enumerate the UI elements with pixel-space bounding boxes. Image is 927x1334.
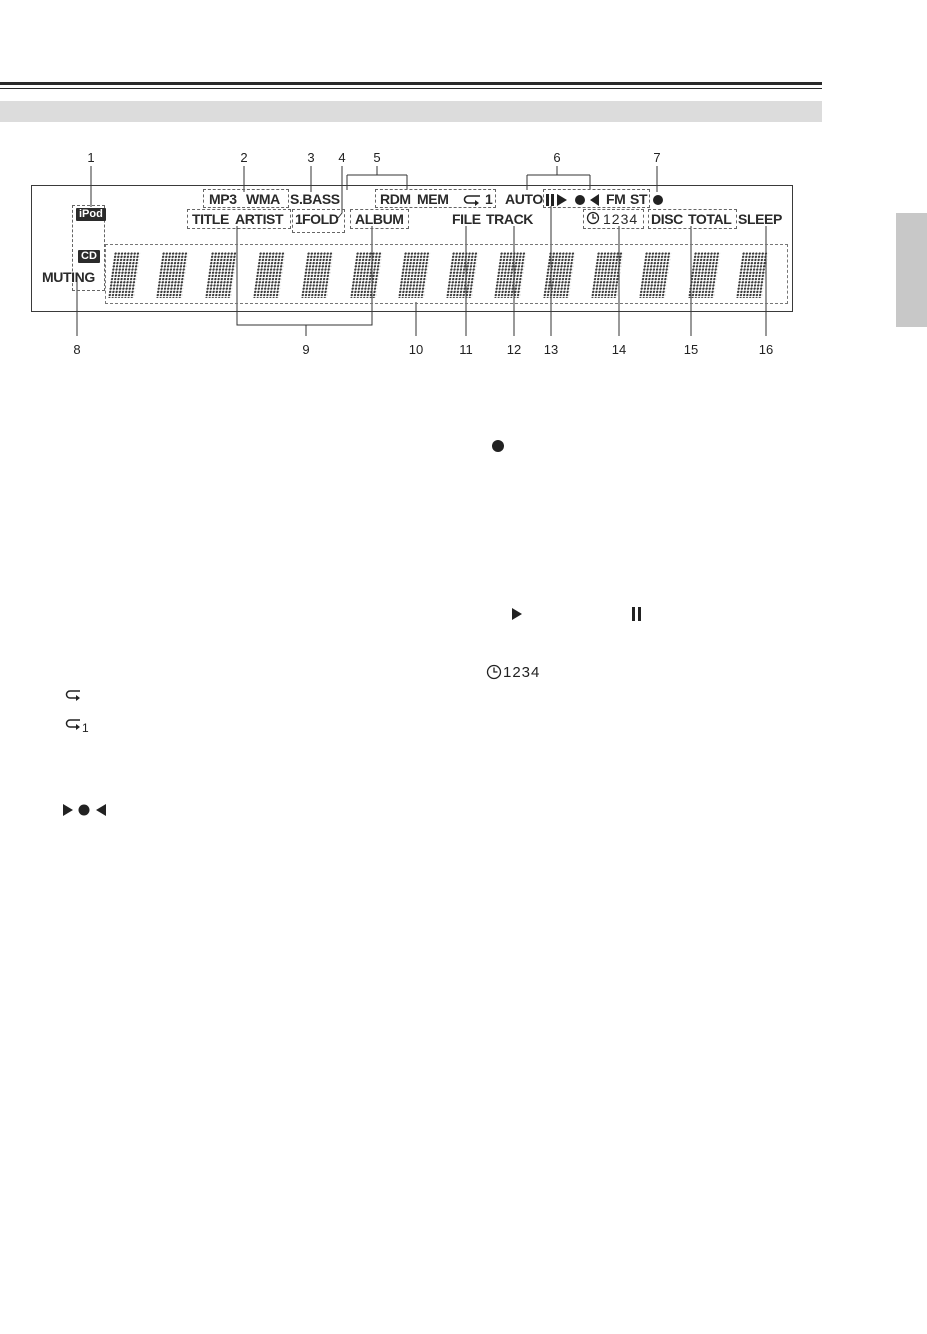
callout-10: 10 <box>408 342 424 357</box>
album-indicator: ALBUM <box>355 211 404 227</box>
repeat-one-legend-number: 1 <box>82 721 89 735</box>
repeat-one-legend-icon <box>65 718 83 730</box>
status-dot-indicator <box>653 195 663 205</box>
repeat-one-icon <box>463 193 485 207</box>
pause-play-icon <box>545 193 569 207</box>
random-indicator: RDM <box>380 191 411 207</box>
title-indicator: TITLE <box>192 211 229 227</box>
ipod-indicator: iPod <box>76 208 106 221</box>
folder-indicator: FOLD <box>302 211 339 227</box>
record-dot-indicator <box>575 195 585 205</box>
mp3-indicator: MP3 <box>209 191 237 207</box>
back-triangle-indicator <box>589 193 601 207</box>
callout-12: 12 <box>506 342 522 357</box>
memory-indicator: MEM <box>417 191 449 207</box>
artist-indicator: ARTIST <box>235 211 284 227</box>
muting-indicator: MUTING <box>42 269 95 285</box>
callout-5: 5 <box>373 150 381 165</box>
timer-clock-icon <box>486 664 502 680</box>
cd-indicator: CD <box>78 250 100 263</box>
callout-14: 14 <box>611 342 627 357</box>
callout-7: 7 <box>653 150 661 165</box>
sleep-indicator: SLEEP <box>738 211 782 227</box>
repeat-icon <box>65 689 83 701</box>
pause-icon <box>630 606 644 622</box>
callout-2: 2 <box>240 150 248 165</box>
callout-1: 1 <box>87 150 95 165</box>
record-dot-icon <box>492 440 504 452</box>
callout-6: 6 <box>553 150 561 165</box>
play-icon <box>510 607 524 621</box>
total-indicator: TOTAL <box>688 211 732 227</box>
timer-number-indicators: 1234 <box>603 211 639 227</box>
fm-indicator: FM <box>606 191 626 207</box>
play-record-back-icon <box>62 803 108 817</box>
folder-number: 1 <box>295 211 303 227</box>
callout-4: 4 <box>338 150 346 165</box>
callout-16: 16 <box>758 342 774 357</box>
stereo-indicator: ST <box>630 191 648 207</box>
callout-13: 13 <box>543 342 559 357</box>
repeat-one-number: 1 <box>485 191 493 207</box>
timer-clock-indicator-icon <box>586 211 600 225</box>
callout-3: 3 <box>307 150 315 165</box>
auto-indicator: AUTO <box>505 191 543 207</box>
track-indicator: TRACK <box>486 211 533 227</box>
callout-15: 15 <box>683 342 699 357</box>
sbass-indicator: S.BASS <box>290 191 340 207</box>
callout-9: 9 <box>302 342 310 357</box>
callout-11: 11 <box>459 342 473 357</box>
wma-indicator: WMA <box>246 191 280 207</box>
callout-8: 8 <box>73 342 81 357</box>
disc-indicator: DISC <box>651 211 683 227</box>
timer-number-legend: 1234 <box>503 664 541 681</box>
file-indicator: FILE <box>452 211 481 227</box>
